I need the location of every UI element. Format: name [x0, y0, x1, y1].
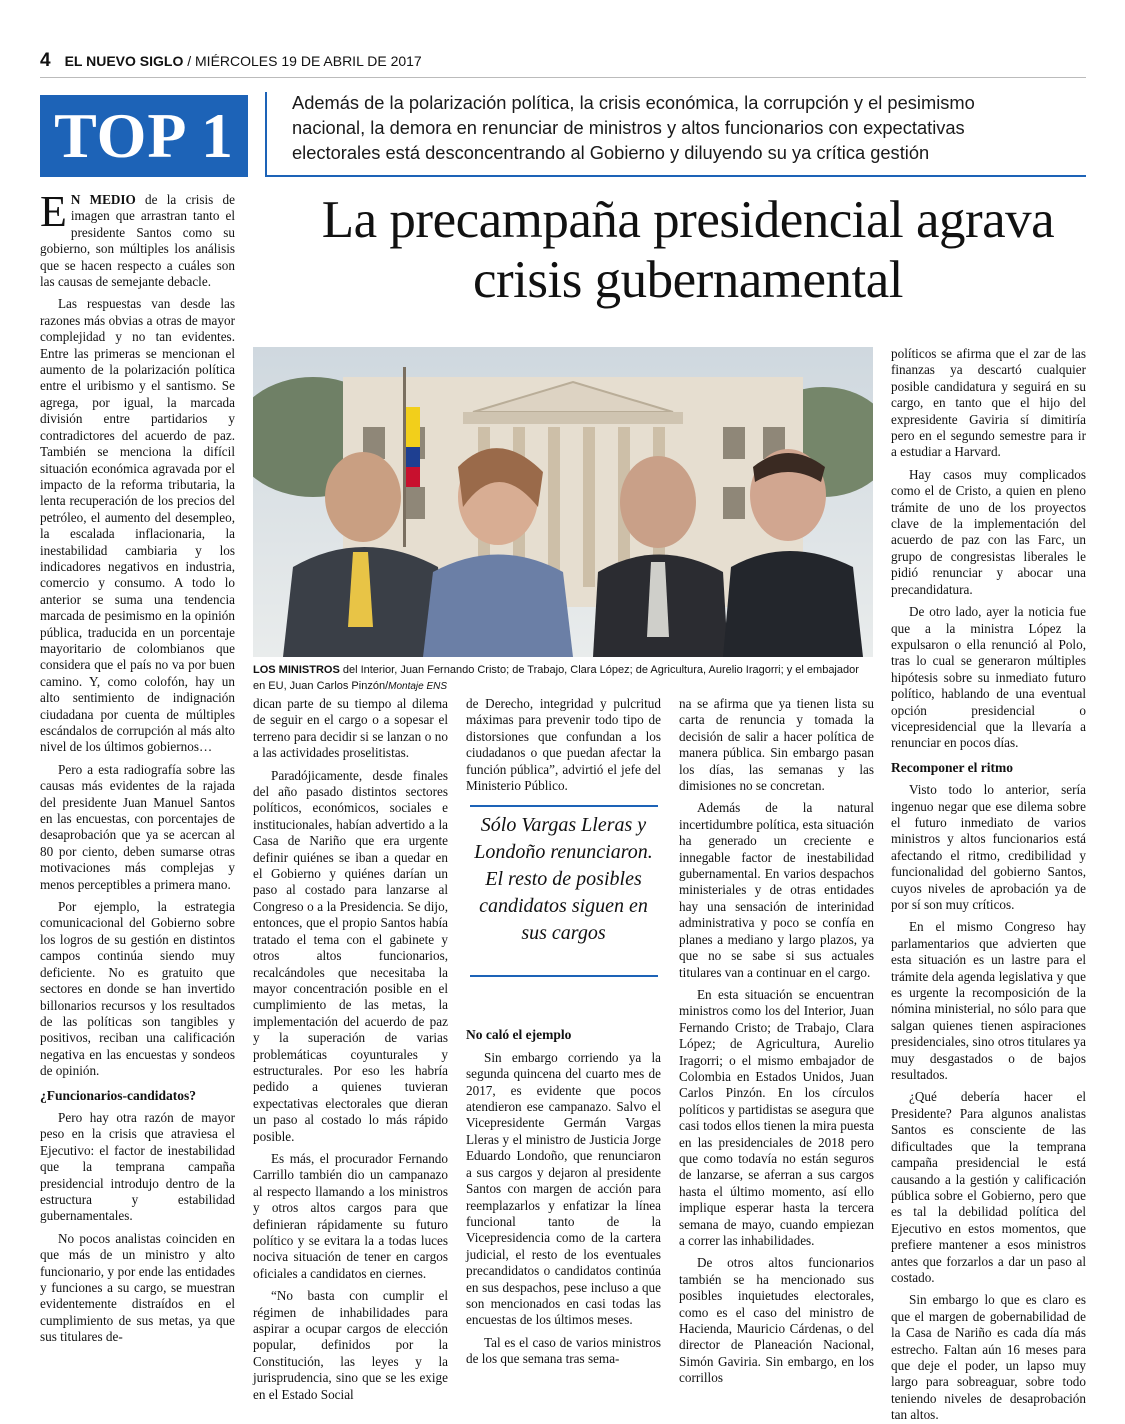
subheading: Recomponer el ritmo [891, 759, 1013, 775]
paragraph: Hay casos muy complicados como el de Cristo, a quien en pleno trámite de uno de los proyectos clave de la implementación del acuerdo de paz con las Farc, un grupo de congresistas liberales le pidió renunciar y abocar una precandidatura. [891, 466, 1086, 597]
section-tag: TOP 1 [40, 95, 248, 177]
drop-cap: E [40, 187, 67, 236]
ministers-photo [253, 347, 873, 657]
article-column-4 [679, 696, 874, 1387]
photo-credit: Montaje ENS [388, 681, 448, 692]
folio-divider [40, 77, 1086, 78]
paragraph: ¿Qué debería hacer el Presidente? Para algunos analistas Santos es consciente de las dificultades que la temprana campaña presidencial le está causando a la gestión y calificación pública sobre el Gobierno, pero que es tal la debilidad política del Ejecutivo en estos momentos, que prefiere mantener a esos ministros antes que forzarlos a dar un paso al costado. [891, 1089, 1086, 1285]
page-folio [40, 50, 422, 72]
kicker-text: Además de la polarización política, la crisis económica, la corrupción y el pesimismo nacional, la demora en renunciar de ministros y altos funcionarios con expectativas electorales está desconcentrando al Gobierno y diluyendo su ya crítica gestión [292, 92, 975, 163]
paragraph: Visto todo lo anterior, sería ingenuo negar que ese dilema sobre el futuro inmediato de varios ministros y altos funcionarios está afectando el ritmo, credibilidad y funcionalidad del gobierno Santos, cuyos niveles de aprobación ya de por sí son muy críticos. [891, 782, 1086, 912]
paragraph: dican parte de su tiempo al dilema de seguir en el cargo o a sopesar el terreno para decidir si se lanzan o no a las actividades proselitistas. [253, 696, 448, 761]
pull-quote-rule-bottom [470, 975, 658, 977]
paragraph: Pero hay otra razón de mayor peso en la crisis que atraviesa el Ejecutivo: el factor de inestabilidad que la temprana campaña presidencial introdujo dentro de la estructura y estabilidad gubernamentales. [40, 1109, 235, 1224]
kicker-divider-vertical [265, 92, 267, 176]
article-column-2 [253, 696, 448, 1403]
paragraph: Sin embargo lo que es claro es que el margen de gobernabilidad de la Casa de Nariño es cada día más estrecho. Faltan aún 16 meses para que deje el poder, un lapso muy largo para sobreaguar, sobre todo teniendo niveles de desaprobación tan altos. [891, 1292, 1086, 1423]
paragraph: De otro lado, ayer la noticia fue que a la ministra López la expulsaron o ella renunció al Polo, tras lo cual se generaron múltiples hipótesis sobre su inmediato futuro político, hablando de una eventual opción presidencial o vicepresidencial que la llevaría a renunciar en pocos días. [891, 604, 1086, 751]
subheading: ¿Funcionarios-candidatos? [40, 1087, 197, 1103]
page-number: 4 [40, 50, 51, 71]
issue-date: / MIÉRCOLES 19 DE ABRIL DE 2017 [187, 53, 422, 69]
article-column-3 [466, 696, 661, 1368]
paragraph: na se afirma que ya tienen lista su carta de renuncia y tomada la decisión de salir a hacer política de manera pública. Sin embargo pasan los días, las semanas y las dimisiones no se concretan. [679, 696, 874, 794]
paragraph: En el mismo Congreso hay parlamentarios que advierten que esta situación es un lastre para el trámite dela agenda legislativa y que es urgente la recomposición de la nómina ministerial, no sólo para que salgan quienes tienen aspiraciones presidenciales, sino otros titulares ya muy desgastados o de bajos resultados. [891, 919, 1086, 1083]
paragraph: políticos se afirma que el zar de las finanzas ya descartó cualquier posible candidatura y seguirá en su cargo, en tanto que el hijo del expresidente Gaviria sí dimitiría pero en el segundo semestre para ir a estudiar a Harvard. [891, 346, 1086, 460]
paragraph: Sin embargo corriendo ya la segunda quincena del cuarto mes de 2017, es evidente que pocos atendieron ese campanazo. Salvo el Vicepresidente Germán Vargas Lleras y el ministro de Justicia Jorge Eduardo Londoño, que renunciaron a sus cargos y dejaron al presidente Santos con margen de acción para reemplazarlos y enfatizar la línea funcional tanto de la Vicepresidencia como de la cartera judicial, el resto de los eventuales precandidatos o candidatos continúa en sus despachos, pese incluso a que son mencionados en casi todas las encuestas de los últimos meses. [466, 1049, 661, 1328]
kicker-divider-horizontal [265, 175, 1086, 177]
paragraph [40, 187, 235, 290]
article-column-1 [40, 187, 235, 1346]
photo-caption [253, 662, 873, 695]
lead-in: N MEDIO [70, 192, 136, 207]
paragraph: Pero a esta radiografía sobre las causas más evidentes de la rajada del presidente Juan Manuel Santos en las encuestas, con porcentajes de desaprobación que ya se acercan al 80 por ciento, deben sumarse otras motivaciones más complejas y menos perceptibles a primera mano. [40, 761, 235, 892]
caption-lead: LOS MINISTROS [253, 664, 340, 676]
headline: La precampaña presidencial agrava crisis gubernamental [321, 191, 1055, 309]
caption-text: del Interior, Juan Fernando Cristo; de Trabajo, Clara López; de Agricultura, Aurelio Iragorri; y el embajador en EU, Juan Carlos Pinzón/ [253, 664, 859, 692]
paragraph: Tal es el caso de varios ministros de los que semana tras sema- [466, 1334, 661, 1367]
paragraph: En esta situación se encuentran ministros como los del Interior, Juan Fernando Cristo; de Trabajo, Clara López; de Agricultura, Aurelio Iragorri; o el mismo embajador de Colombia en Estados Unidos, Juan Carlos Pinzón. En los círculos políticos y partidistas se asegura que casi todos ellos tienen la mira puesta en las presidenciales de 2018 pero que como todavía no están seguros de lanzarse, se aferran a sus cargos hasta el último momento, así ello implique esperar hasta la tercera semana de mayo, cuando empiezan a correr las inhabilidades. [679, 986, 874, 1248]
paragraph: Las respuestas van desde las razones más obvias a otras de mayor complejidad y no tan evidentes. Entre las primeras se mencionan el aumento de la polarización política entre el uribismo y el santismo. Se agrega, por igual, la marcada división entre partidarios y contradictores del acuerdo de paz. También se menciona la difícil situación económica agravada por el impacto de la reforma tributaria, la lenta recuperación de los precios del petróleo, el aumento del desempleo, la escalada inflacionaria, la inestabilidad cambiaria y los indicadores negativos en industria, comercio y consumo. A todo lo anterior se suma una tendencia marcada de pesimismo en la opinión pública, traducida en un porcentaje mayoritario de colombianos que considera que el país no va por buen camino. Y, como colofón, hay un alto sentimiento de indignación ciudadana por cuenta de múltiples escándalos de corrupción al más alto nivel de los últimos gobiernos… [40, 296, 235, 755]
pull-quote-rule-top [470, 805, 658, 807]
paragraph: Paradójicamente, desde finales del año pasado distintos sectores políticos, económicos, sociales e institucionales, habían advertido a la Casa de Nariño que era urgente definir quiénes se iban a quedar en el Gobierno y quiénes darían un paso al costado para lanzarse al Congreso o a la Presidencia. Se dijo, entonces, que el propio Santos había tratado el tema con el gabinete y otros altos funcionarios, recalcándoles que necesitaba la mayor concentración posible en el cumplimiento de las metas, la implementación del acuerdo de paz y la superación de varias problemáticas coyunturales y estructurales. Por eso les habría pedido a quienes tuvieran expectativas electorales que dieran un paso al costado lo más rápido posible. [253, 767, 448, 1144]
newspaper-name: EL NUEVO SIGLO [64, 53, 184, 69]
paragraph: Por ejemplo, la estrategia comunicacional del Gobierno sobre los logros de su gestión en distintos campos continúa siendo muy deficiente. No es gratuito que sectores en donde se han invertido billonarios recursos y los resultados de las políticas son tangibles y positivos, reciban una calificación negativa en las encuestas y sondeos de opinión. [40, 899, 235, 1079]
paragraph: de Derecho, integridad y pulcritud máximas para prevenir todo tipo de distorsiones que confundan a los ciudadanos o que puedan afectar la función pública”, advirtió el jefe del Ministerio Público. [466, 696, 661, 794]
paragraph: Es más, el procurador Fernando Carrillo también dio un campanazo al respecto llamando a los ministros y otros altos cargos para que definieran rápidamente su futuro político y se evitara la a todas luces nociva situación de tener en cargos oficiales a candidatos en ciernes. [253, 1150, 448, 1281]
paragraph-text: de la crisis de imagen que arrastran tanto el presidente Santos como su gobierno, son múltiples los análisis que se hacen respecto a cuáles son las causas de semejante debacle. [40, 192, 235, 290]
paragraph: “No basta con cumplir el régimen de inhabilidades para aspirar a ocupar cargos de elección popular, definidos por la Constitución, las leyes y la jurisprudencia, sino que se les exige en el Estado Social [253, 1288, 448, 1402]
paragraph: No pocos analistas coinciden en que más de un ministro y alto funcionario, y por ende las entidades y funciones a su cargo, se muestran evidentemente distraídos en el cumplimiento de sus metas, ya que sus titulares de- [40, 1230, 235, 1345]
pull-quote: Sólo Vargas Lleras y Londoño renunciaron. El resto de posibles candidatos siguen en sus cargos [474, 814, 653, 944]
article-column-5 [891, 346, 1086, 1424]
subheading: No caló el ejemplo [466, 1027, 572, 1043]
paragraph: De otros altos funcionarios también se ha mencionado sus posibles inquietudes electorales, como es el caso del ministro de Hacienda, Mauricio Cárdenas, o del director de Planeación Nacional, Simón Gaviria. Sin embargo, en los corrillos [679, 1255, 874, 1386]
paragraph: Además de la natural incertidumbre política, esta situación ha generado un creciente e innegable factor de inestabilidad gubernamental. En varios despachos ministeriales y de otras entidades hay una sensación de interinidad administrativa y poco se confía en planes a mediano y largo plazos, ya que no se sabe si sus actuales titulares van a continuar en el cargo. [679, 800, 874, 980]
